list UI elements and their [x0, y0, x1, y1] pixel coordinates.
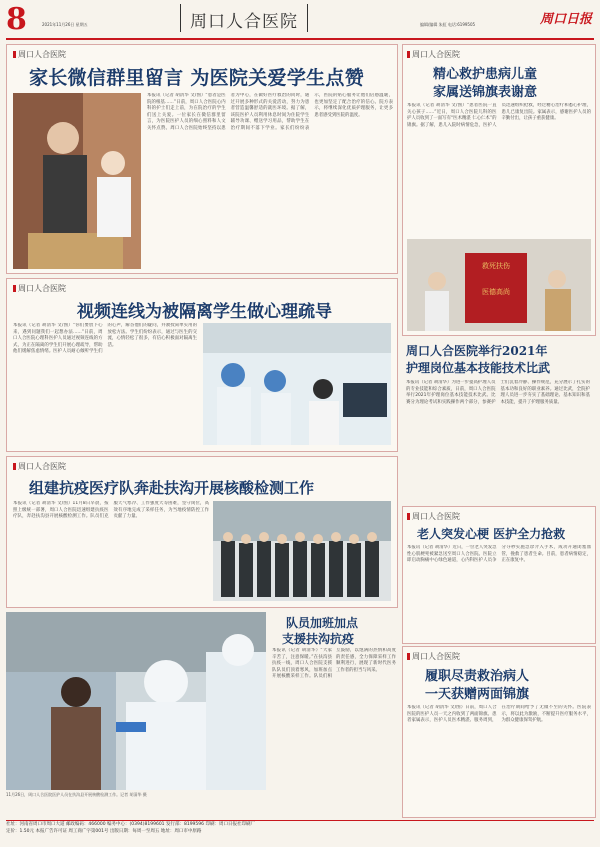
article-title-line1: 周口人合医院举行2021年: [406, 344, 548, 358]
article-photo: [13, 93, 141, 269]
footer-line-2: 定价：1.50元 本报广告许可证 周工商广字第001号 出版日期：每周一至周五 地址：周口市中原路: [6, 829, 202, 834]
article-nursing-contest: [402, 338, 594, 502]
column-name: 周口人合医院: [190, 7, 298, 32]
article-title: 视频连线为被隔离学生做心理疏导: [77, 302, 332, 322]
article-photo: [407, 239, 591, 331]
article-body: 本报讯（记者 胡清华）近日，一位老人突发急性心肌梗死被紧急送至周口人合医院。医院立即启动胸痛中心绿色通道，心内科医护人员争分夺秒实施急诊介入手术，成功开通闭塞血管，挽救了患者生命。目前，患者病情稳定，正在康复中。: [407, 545, 591, 564]
article-body: 本报讯（记者 胡清华 文/图）“你们要放下心来，遇到问题我们一起想办法……”日前，周口人合医院心理科医护人员通过视频连线的方式，为正在隔离的学生们开展心理疏导，帮助他们缓解焦虑情绪。医护人员耐心倾听学生们的心声，解答他们的疑问，并教授简单实用的放松方法。学生们纷纷表示，通过与医生的交流，心情轻松了很多，有信心积极面对隔离生活。: [13, 323, 197, 355]
main-photo: [6, 612, 266, 790]
photo-caption: 11月26日，周口人合医院医护人员在扶沟县开展核酸检测工作。记者 胡清华 摄: [6, 792, 147, 797]
article-title-line2: 一天获赠两面锦旗: [425, 687, 530, 702]
article-body: 本报讯（记者 胡清华 文/图）日前，周口人合医院的医护人员一天之内收到了两面锦旗。患者家属表示，医护人员医术精湛、服务周到，在治疗期间给予了无微不至的关怀。医院表示，将以此为激励，不断提升医疗服务水平，为群众健康保驾护航。: [407, 705, 591, 724]
article-title-line1: 精心救护患病儿童: [433, 67, 538, 82]
article-heart-attack-rescue: [402, 506, 596, 644]
article-title: 老人突发心梗 医护全力抢救: [417, 527, 566, 541]
article-body: 本报讯（记者 胡清华）为进一步提高护理人员的专业技能和综合素质，日前，周口人合医院举行2021年护理岗位基本技能技术比武。比赛分为理论考试和实践操作两个部分，参赛护士们沉着冷静、操作规范，充分展示了扎实的基本功和良好的职业素养。通过比武，全院护理人员进一步夯实了基础理论、基本知识和基本技能，提升了护理服务质量。: [406, 380, 590, 405]
video-call-photo-icon: [203, 323, 391, 445]
date-line: 2021年11月26日 星期五: [42, 22, 88, 27]
editor-line: 编辑/编辑 朱虹 电话:6199505: [420, 22, 476, 27]
article-body: 本报讯（记者 胡清华）“大家辛苦了，注意保暖。”在扶沟县抗疫一线，周口人合医院支援队队员们顶着寒风，加班加点开展核酸采样工作。队员们相互鼓励，以饱满的热情和高度的责任感，全力保障采样工作顺利进行，展现了新时代医务工作者的担当与风采。: [272, 648, 396, 680]
banner-text-2: 医德高尚: [482, 288, 510, 296]
article-video-counseling: [6, 278, 398, 452]
page-header: [0, 0, 600, 40]
article-title-line2: 护理岗位基本技能技术比武: [406, 361, 551, 375]
article-body: 本报讯（记者 胡清华 文/图）“患者是医院的根基……”日前，周口人合医院心内科的护士们走上前，为在院治疗的学生们送上关爱。一位家长在微信群里留言，为医院医护人员的细心照料和人文关怀点赞。周口人合医院始终坚持以患者为中心，在做好医疗救治的同时，通过开展多种形式的关爱活动，努力为患者营造温馨舒适的就医环境。据了解，该院医护人员利用休息时间为住院学生辅导功课、赠送学习用品，帮助学生在治疗期间不落下学业。家长们纷纷表示，医院的贴心服务让他们倍感温暖，也更加坚定了配合治疗的信心。院方表示，将继续深化优质护理服务，让更多患者感受到医院的温度。: [147, 93, 393, 131]
article-antiepidemic-team: [6, 456, 398, 608]
article-two-banners: [402, 646, 596, 818]
doctor-photo-icon: [13, 93, 141, 269]
page-footer: [6, 820, 594, 835]
page-number: 8: [6, 2, 27, 37]
article-title: 组建抗疫医疗队奔赴扶沟开展核酸检测工作: [29, 479, 315, 497]
section-tag: 周口人合医院: [13, 49, 66, 60]
article-title-line2: 支援扶沟抗疫: [282, 632, 355, 646]
section-tag: 周口人合医院: [407, 49, 460, 60]
header-rule: [6, 38, 594, 40]
article-title-line1: 队员加班加点: [286, 616, 359, 630]
article-support-fugou: [272, 612, 396, 790]
section-tag: 周口人合医院: [13, 461, 66, 472]
article-parent-praise: [6, 44, 398, 274]
banner-photo-icon: [407, 239, 591, 331]
section-tag: 周口人合医院: [13, 283, 66, 294]
swab-test-photo-icon: [6, 612, 266, 790]
article-title: 家长微信群里留言 为医院关爱学生点赞: [29, 67, 365, 89]
team-photo-icon: [213, 501, 391, 601]
article-body: 本报讯（记者 胡清华 文/图）11月8日早晨，按照上级统一部署，周口人合医院迅速组建抗疫医疗队，奔赴扶沟县开展核酸检测工作。队员们克服天气寒冷、工作强度大等困难，坚守岗位，高效有序地完成了采样任务，为当地疫情防控工作贡献了力量。: [13, 501, 209, 520]
article-title-line1: 履职尽责救治病人: [425, 669, 530, 684]
article-photo: [203, 323, 391, 445]
newspaper-logo: 周口日报: [540, 12, 593, 27]
section-tag: 周口人合医院: [407, 651, 460, 662]
footer-line-1: 社址：河南省周口市周口大道 邮政编码：466000 编务中心：(0394)8199601 发行部：8199596 印刷：周口日报社印刷厂: [6, 822, 255, 827]
article-photo: [213, 501, 391, 601]
banner-text-1: 救死扶伤: [482, 262, 510, 270]
article-title-line2: 家属送锦旗表谢意: [433, 85, 538, 100]
section-tag: 周口人合医院: [407, 511, 460, 522]
article-child-rescue: [402, 44, 596, 336]
article-body: 本报讯（记者 胡清华 文/图）“患者医院一直关心孩子……”近日，周口人合医院儿科的医护人员收到了一面写有“医术精湛 仁心仁术”的锦旗。据了解，患儿入院时病情危急，医护人员迅速组织抢救，经过精心治疗和悉心护理，患儿已康复出院。家属表示，感谢医护人员的辛勤付出，让孩子重获健康。: [407, 103, 591, 128]
